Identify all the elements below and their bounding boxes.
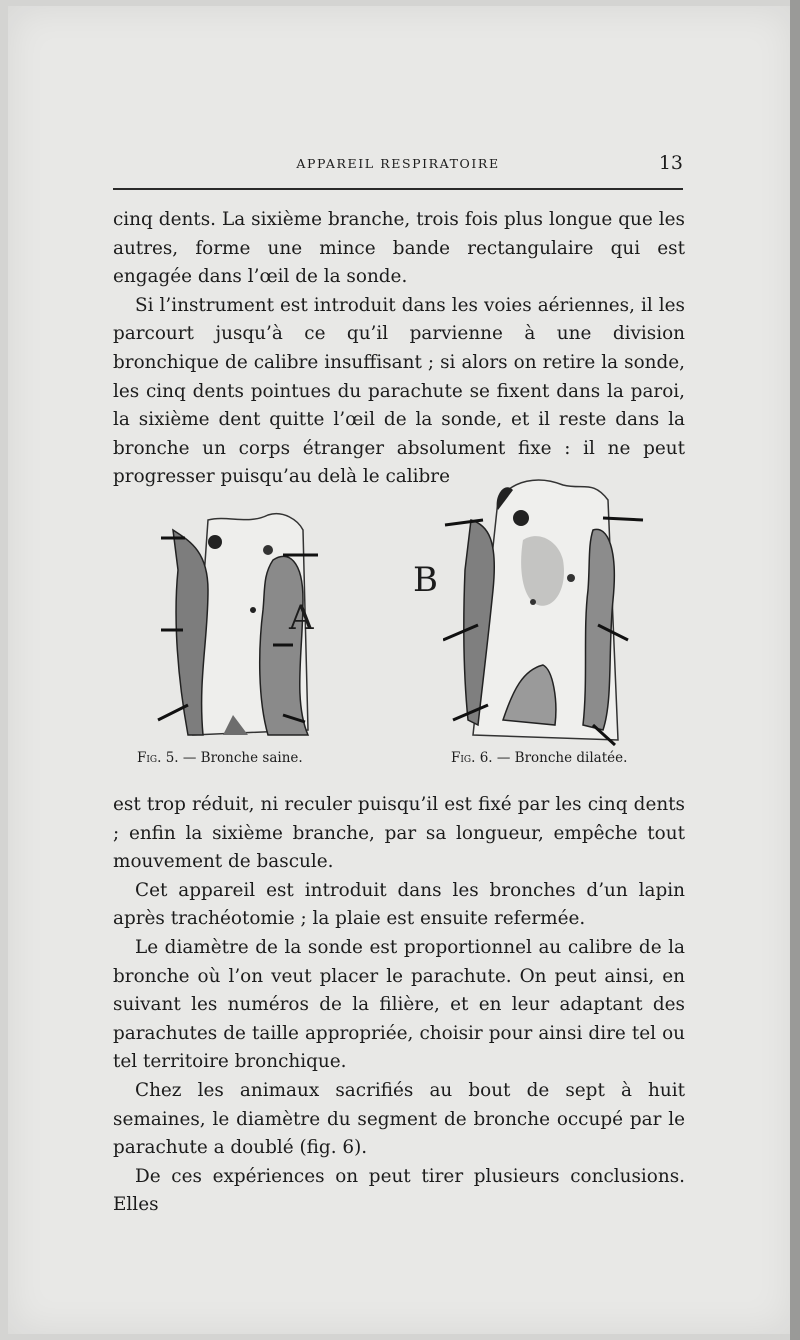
- figures-block: [113, 470, 685, 780]
- figure-6-label: Fig. 6.: [451, 750, 493, 766]
- paragraph: Le diamètre de la sonde est proportionnel au calibre de la bronche où l’on veut placer le parachute. On peut ainsi, en suivant les numéros de la filière, et en leur adaptant des parachutes de taille appropriée, choisir pour ainsi dire tel ou tel territoire bronchique.: [113, 936, 685, 1073]
- paragraph: est trop réduit, ni reculer puisqu’il est fixé par les cinq dents ; enfin la sixième branche, par sa longueur, empêche tout mouvement de bascule.: [113, 794, 685, 873]
- paragraph: Cet appareil est introduit dans les bronches d’un lapin après trachéotomie ; la plaie est ensuite refermée.: [113, 879, 685, 930]
- figure-6-letter: B: [413, 560, 438, 600]
- figure-5-caption: [137, 750, 303, 766]
- page-header: [113, 152, 683, 182]
- figure-5-letter: A: [289, 598, 314, 638]
- bronchus-dilated-illustration: [443, 470, 653, 750]
- figure-6: [443, 470, 653, 750]
- header-rule: [113, 188, 683, 190]
- figure-6-caption-text: — Bronche dilatée.: [496, 750, 628, 766]
- body-text-top: [113, 206, 685, 492]
- page-number: 13: [658, 152, 683, 174]
- figure-5-label: Fig. 5.: [137, 750, 179, 766]
- running-title: APPAREIL RESPIRATOIRE: [296, 156, 500, 171]
- body-text-bottom: [113, 791, 685, 1220]
- figure-5-caption-text: — Bronche saine.: [182, 750, 303, 766]
- paragraph: De ces expériences on peut tirer plusieurs conclusions. Elles: [113, 1165, 685, 1216]
- figure-6-caption: [451, 750, 627, 766]
- paragraph: cinq dents. La sixième branche, trois fois plus longue que les autres, forme une mince bande rectangulaire qui est engagée dans l’œil de la sonde.: [113, 209, 685, 288]
- paragraph: Si l’instrument est introduit dans les voies aériennes, il les parcourt jusqu’à ce qu’il parvienne à une division bronchique de calibre insuffisant ; si alors on retire la sonde, les cinq dents pointues du parachute se fixent dans la paroi, la sixième dent quitte l’œil de la sonde, et il reste dans la bronche un corps étranger absolument fixe : il ne peut progresser puisqu’au delà le calibre: [113, 294, 685, 488]
- page-edge: [790, 0, 800, 1340]
- paragraph: Chez les animaux sacrifiés au bout de sept à huit semaines, le diamètre du segment de bronche occupé par le parachute a doublé (fig. 6).: [113, 1079, 685, 1159]
